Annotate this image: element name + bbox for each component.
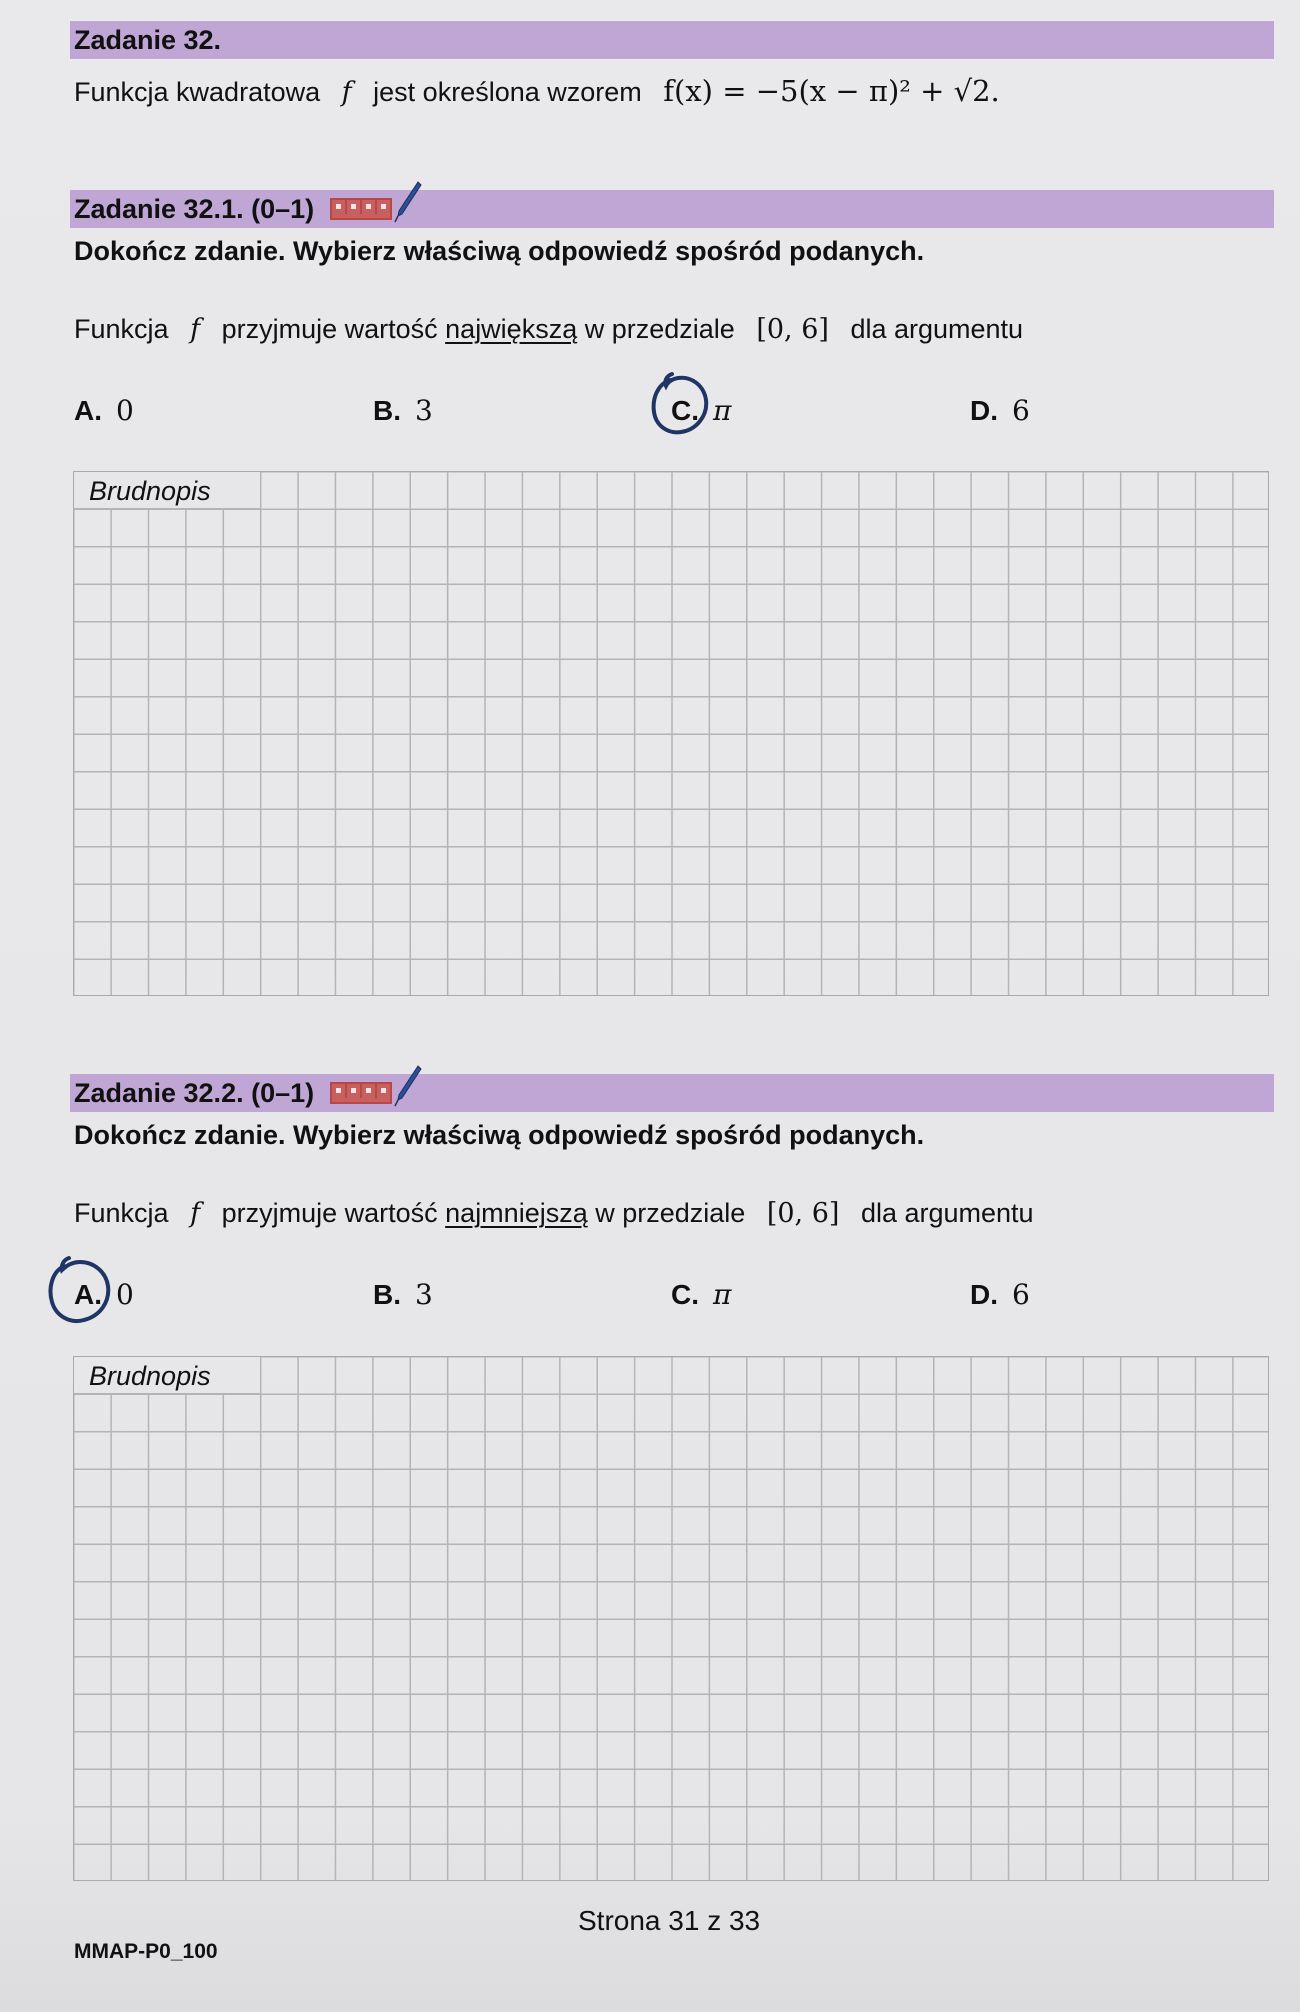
- function-symbol: f: [341, 77, 352, 108]
- q-interval: [0, 6]: [756, 314, 829, 345]
- option-value: 6: [1012, 394, 1030, 427]
- q-after: w przedziale: [584, 314, 735, 344]
- score-boxes-icon: [330, 1082, 392, 1104]
- task-title: Zadanie 32.: [74, 25, 222, 55]
- option-letter: A.: [74, 1279, 102, 1310]
- draft-grid-1[interactable]: [73, 471, 1269, 996]
- option-letter: B.: [373, 1279, 401, 1310]
- subtask-2-header: [70, 1074, 1274, 1112]
- task-header: [70, 21, 1274, 59]
- q-function-symbol: f: [190, 1198, 201, 1229]
- option-letter: B.: [373, 395, 401, 426]
- q-after: w przedziale: [595, 1198, 746, 1228]
- intro-text: Funkcja kwadratowa: [74, 77, 321, 107]
- option-value: 6: [1012, 1278, 1030, 1311]
- q-start: Funkcja: [74, 314, 169, 344]
- option-d[interactable]: [970, 1278, 1030, 1311]
- option-b[interactable]: [373, 394, 433, 427]
- subtask-2-title: Zadanie 32.2. (0–1): [74, 1078, 315, 1108]
- task-intro: [74, 74, 1000, 108]
- intro-text-2: jest określona wzorem: [373, 77, 642, 107]
- draft-label: Brudnopis: [74, 1357, 261, 1394]
- q-end: dla argumentu: [860, 1198, 1034, 1228]
- option-value: 0: [116, 394, 134, 427]
- option-letter: C.: [671, 1279, 699, 1310]
- pen-icon: [394, 180, 422, 224]
- draft-grid-2[interactable]: [73, 1356, 1269, 1881]
- option-letter: C.: [671, 395, 699, 426]
- option-letter: D.: [970, 1279, 998, 1310]
- subtask-1-question: [74, 314, 1023, 345]
- option-c[interactable]: [671, 1278, 731, 1311]
- subtask-2-question: [74, 1198, 1034, 1229]
- option-d[interactable]: [970, 394, 1030, 427]
- option-value: π: [713, 394, 732, 427]
- subtask-1-title: Zadanie 32.1. (0–1): [74, 194, 315, 224]
- q-function-symbol: f: [190, 314, 201, 345]
- draft-label: Brudnopis: [74, 472, 261, 509]
- option-value: π: [713, 1278, 732, 1311]
- subtask-2-instruction: Dokończ zdanie. Wybierz właściwą odpowiedź spośród podanych.: [74, 1120, 925, 1150]
- option-value: 0: [116, 1278, 134, 1311]
- option-letter: A.: [74, 395, 102, 426]
- formula: f(x) = −5(x − π)² + √2.: [663, 74, 1000, 108]
- q-keyword: najmniejszą: [445, 1198, 588, 1228]
- exam-code: MMAP-P0_100: [74, 1940, 218, 1963]
- option-value: 3: [415, 394, 433, 427]
- pen-icon: [394, 1064, 422, 1108]
- option-letter: D.: [970, 395, 998, 426]
- q-end: dla argumentu: [850, 314, 1024, 344]
- option-c[interactable]: [671, 394, 731, 427]
- score-boxes-icon: [330, 198, 392, 220]
- q-interval: [0, 6]: [766, 1198, 840, 1229]
- subtask-1-instruction: Dokończ zdanie. Wybierz właściwą odpowiedź spośród podanych.: [74, 236, 925, 266]
- option-value: 3: [415, 1278, 433, 1311]
- q-start: Funkcja: [74, 1198, 169, 1228]
- subtask-1-header: [70, 190, 1274, 228]
- page-number: Strona 31 z 33: [578, 1905, 761, 1936]
- q-mid: przyjmuje wartość: [221, 1198, 438, 1228]
- option-a[interactable]: [74, 394, 134, 427]
- q-mid: przyjmuje wartość: [221, 314, 438, 344]
- q-keyword: największą: [445, 314, 578, 344]
- option-a[interactable]: [74, 1278, 134, 1311]
- option-b[interactable]: [373, 1278, 433, 1311]
